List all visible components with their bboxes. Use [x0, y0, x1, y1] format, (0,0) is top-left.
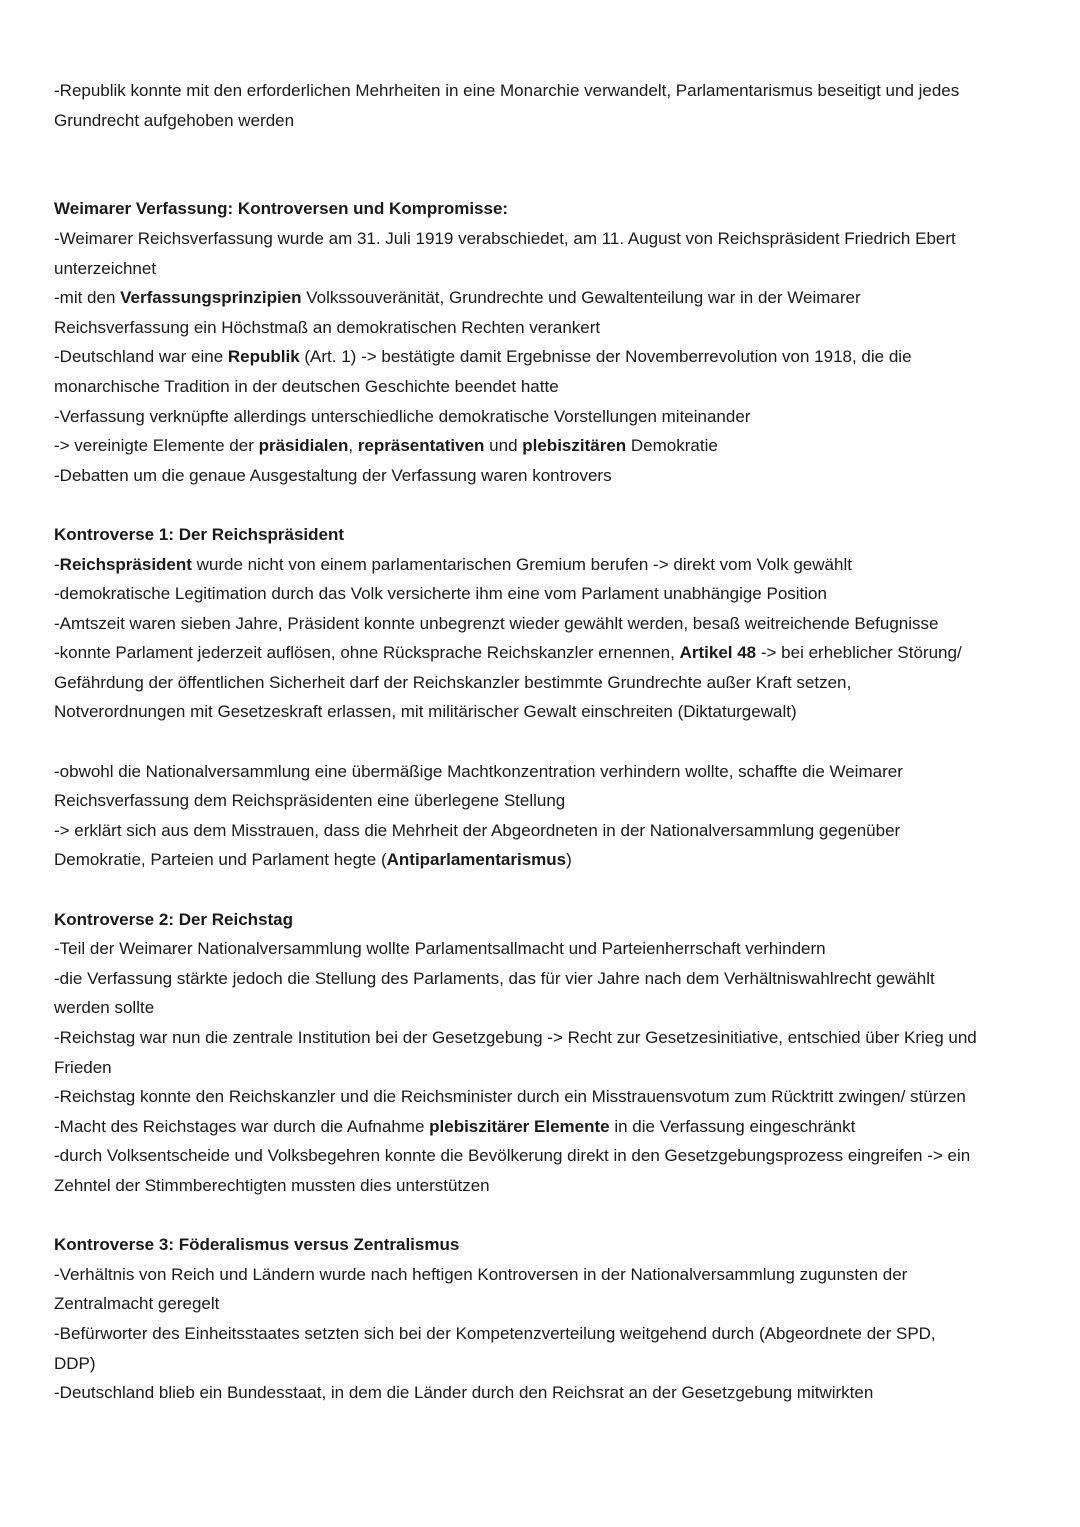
k2-line-4: -Reichstag war nun die zentrale Institution bei der Gesetzgebung -> Recht zur Gesetzesinitiative, entschied über Krieg und: [54, 1028, 977, 1047]
k2-line-8: -durch Volksentscheide und Volksbegehren konnte die Bevölkerung direkt in den Gesetzgebungsprozess eingreifen -> ein: [54, 1146, 971, 1166]
k1-line-8: Reichsverfassung dem Reichspräsidenten eine überlegene Stellung: [54, 791, 566, 811]
weimar-line-6: monarchische Tradition in der deutschen Geschichte beendet hatte: [54, 376, 559, 396]
k1-line-9: -> erklärt sich aus dem Misstrauen, dass die Mehrheit der Abgeordneten in der Nationalversammlung gegenüber: [54, 820, 901, 840]
k3-line-2: Zentralmacht geregelt: [54, 1294, 220, 1314]
intro-line-2: Grundrecht aufgehoben werden: [54, 110, 295, 130]
k3-line-5: -Deutschland blieb ein Bundesstaat, in dem die Länder durch den Reichsrat an der Gesetzgebung mitwirkten: [54, 1383, 874, 1403]
k1-line-5: Gefährdung der öffentlichen Sicherheit darf der Reichskanzler bestimmte Grundrechte außer Kraft setzen,: [54, 672, 852, 692]
document-page: [54, 76, 1044, 1408]
k2-line-5: Frieden: [54, 1057, 112, 1077]
k1-line-3: -Amtszeit waren sieben Jahre, Präsident konnte unbegrenzt wieder gewählt werden, besaß weitreichende Befugnisse: [54, 613, 939, 633]
k2-line-6: -Reichstag konnte den Reichskanzler und die Reichsminister durch ein Misstrauensvotum zum Rücktritt zwingen/ stürzen: [54, 1087, 966, 1107]
weimar-line-2: unterzeichnet: [54, 258, 157, 278]
weimar-line-1: -Weimarer Reichsverfassung wurde am 31. Juli 1919 verabschiedet, am 11. August von Reichspräsident Friedrich Ebert: [54, 228, 956, 248]
k2-line-1: -Teil der Weimarer Nationalversammlung wollte Parlamentsallmacht und Parteienherrschaft verhindern: [54, 939, 826, 959]
weimar-line-3: -mit den Verfassungsprinzipien Volkssouveränität, Grundrechte und Gewaltenteilung war in der Weimarer: [54, 288, 861, 308]
weimar-line-8: -> vereinigte Elemente der präsidialen, repräsentativen und plebiszitären Demokratie: [54, 436, 718, 456]
weimar-line-5: -Deutschland war eine Republik (Art. 1) -> bestätigte damit Ergebnisse der Novemberrevolution von 1918, die die: [54, 347, 912, 367]
k3-line-3: -Befürworter des Einheitsstaates setzten sich bei der Kompetenzverteilung weitgehend durch (Abgeordnete der SPD,: [54, 1323, 936, 1343]
k2-line-2: -die Verfassung stärkte jedoch die Stellung des Parlaments, das für vier Jahre nach dem Verhältniswahlrecht gewählt: [54, 968, 935, 988]
k1-line-7: -obwohl die Nationalversammlung eine übermäßige Machtkonzentration verhindern wollte, schaffte die Weimarer: [54, 761, 903, 781]
k1-line-4: -konnte Parlament jederzeit auflösen, ohne Rücksprache Reichskanzler ernennen, Artikel 48 -> bei erheblicher Störung/: [54, 643, 962, 663]
k1-line-6: Notverordnungen mit Gesetzeskraft erlassen, mit militärischer Gewalt einschreiten (Diktaturgewalt): [54, 702, 797, 722]
weimar-line-9: -Debatten um die genaue Ausgestaltung der Verfassung waren kontrovers: [54, 465, 612, 485]
intro-line-1: -Republik konnte mit den erforderlichen Mehrheiten in eine Monarchie verwandelt, Parlamentarismus beseitigt und jedes: [54, 81, 960, 100]
k1-line-1: -Reichspräsident wurde nicht von einem parlamentarischen Gremium berufen -> direkt vom Volk gewählt: [54, 554, 852, 574]
section-heading-k3: Kontroverse 3: Föderalismus versus Zentralismus: [54, 1235, 460, 1255]
section-heading-k2: Kontroverse 2: Der Reichstag: [54, 909, 294, 929]
section-heading-weimar: Weimarer Verfassung: Kontroversen und Kompromisse:: [54, 199, 509, 219]
weimar-line-4: Reichsverfassung ein Höchstmaß an demokratischen Rechten verankert: [54, 317, 601, 337]
k1-line-2: -demokratische Legitimation durch das Volk versicherte ihm eine vom Parlament unabhängige Position: [54, 584, 827, 604]
k2-line-3: werden sollte: [54, 998, 155, 1018]
k3-line-1: -Verhältnis von Reich und Ländern wurde nach heftigen Kontroversen in der Nationalversammlung zugunsten der: [54, 1264, 908, 1284]
section-heading-k1: Kontroverse 1: Der Reichspräsident: [54, 524, 345, 544]
k3-line-4: DDP): [54, 1353, 96, 1373]
k2-line-9: Zehntel der Stimmberechtigten mussten dies unterstützen: [54, 1175, 490, 1195]
k2-line-7: -Macht des Reichstages war durch die Aufnahme plebiszitärer Elemente in die Verfassung eingeschränkt: [54, 1116, 856, 1136]
k1-line-10: Demokratie, Parteien und Parlament hegte (Antiparlamentarismus): [54, 850, 572, 870]
weimar-line-7: -Verfassung verknüpfte allerdings unterschiedliche demokratische Vorstellungen miteinander: [54, 406, 751, 426]
